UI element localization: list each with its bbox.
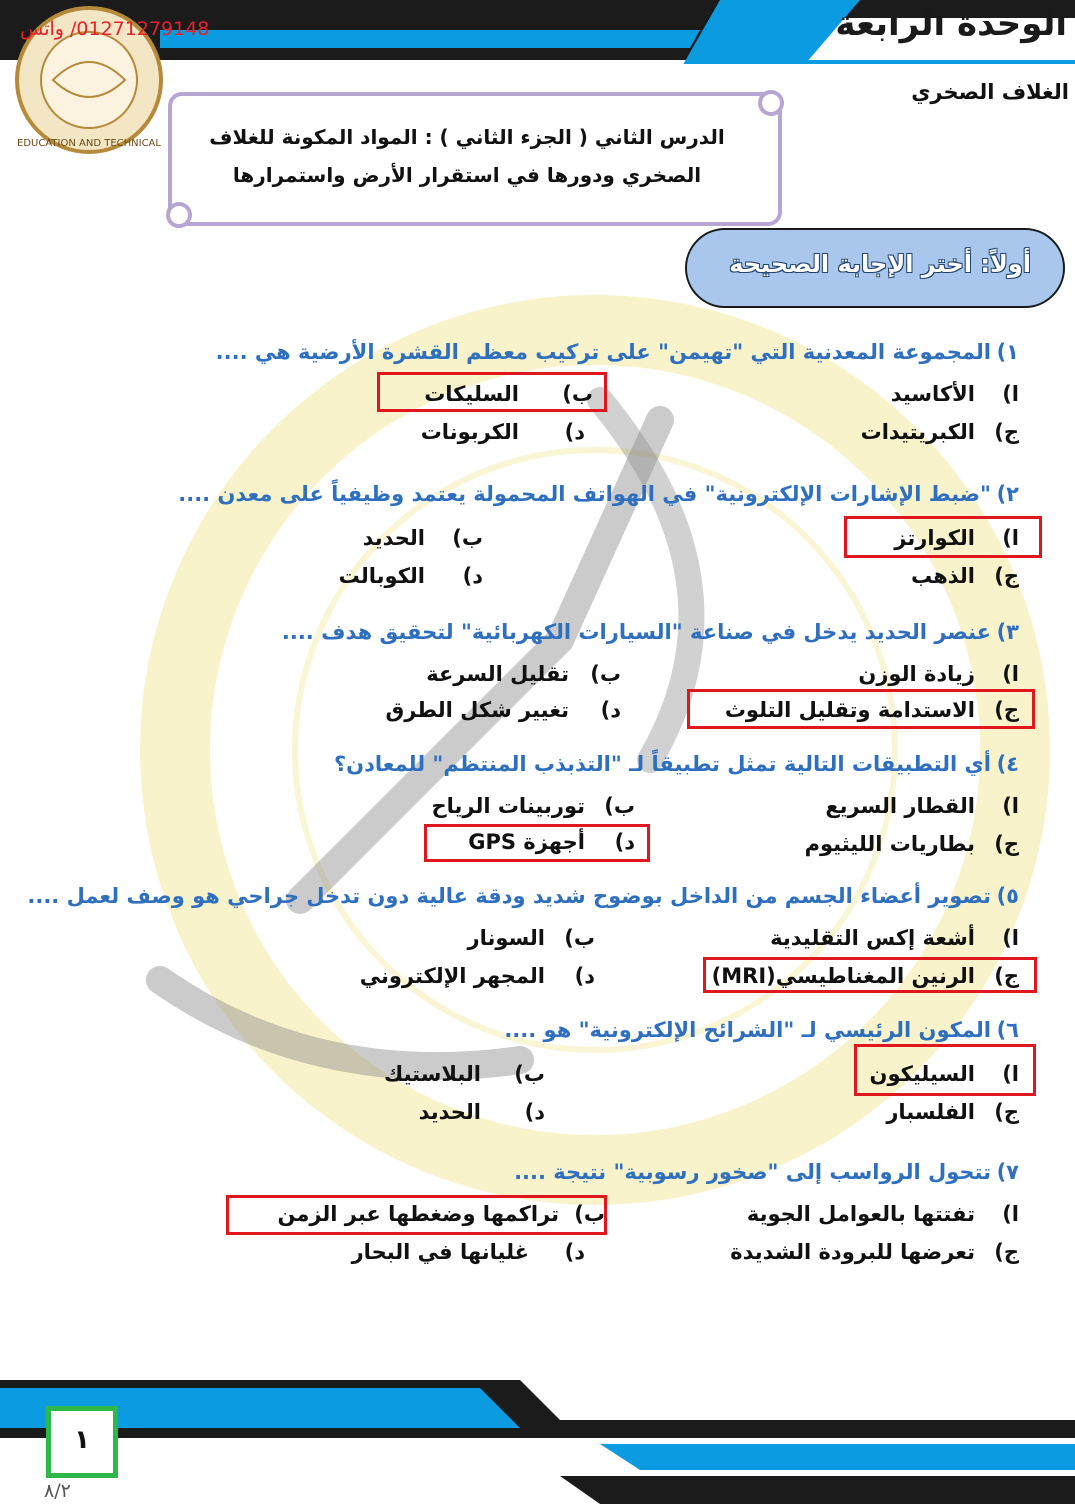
option-letter: د) bbox=[574, 964, 595, 988]
option-letter: د) bbox=[462, 564, 483, 588]
option-letter: ا) bbox=[1002, 794, 1019, 818]
question-text: المجموعة المعدنية التي "تهيمن" على تركيب معظم القشرة الأرضية هي .... bbox=[215, 340, 991, 364]
question-text: أي التطبيقات التالية تمثل تطبيقاً لـ "التذبذب المنتظم" للمعادن؟ bbox=[333, 752, 991, 776]
scroll-curl-icon bbox=[758, 90, 784, 116]
option-letter: ب) bbox=[564, 926, 595, 950]
option-c: الفلسبار bbox=[886, 1100, 975, 1124]
option-a: السيليكون bbox=[869, 1062, 975, 1086]
option-b: تقليل السرعة bbox=[426, 662, 569, 686]
option-c: بطاريات الليثيوم bbox=[804, 832, 975, 856]
option-letter: ب) bbox=[452, 526, 483, 550]
option-letter: د) bbox=[524, 1100, 545, 1124]
unit-subtitle: الغلاف الصخري bbox=[911, 80, 1069, 104]
option-letter: ا) bbox=[1002, 926, 1019, 950]
section-title: أولاً: أختر الإجابة الصحيحة bbox=[729, 250, 1031, 278]
option-b: البلاستيك bbox=[384, 1062, 481, 1086]
page-number-box bbox=[46, 1406, 118, 1478]
option-b: تراكمها وضغطها عبر الزمن bbox=[277, 1202, 559, 1226]
option-letter: ج) bbox=[994, 1100, 1019, 1124]
option-letter: د) bbox=[600, 698, 621, 722]
option-d: غليانها في البحار bbox=[351, 1240, 529, 1264]
scroll-curl-icon bbox=[166, 202, 192, 228]
question-text: المكون الرئيسي لـ "الشرائح الإلكترونية" هو .... bbox=[504, 1018, 991, 1042]
option-d: الكربونات bbox=[420, 420, 519, 444]
option-b: الحديد bbox=[362, 526, 425, 550]
option-letter: ا) bbox=[1002, 1062, 1019, 1086]
option-letter: ب) bbox=[604, 794, 635, 818]
option-letter: ب) bbox=[562, 382, 593, 406]
option-letter: ج) bbox=[994, 698, 1019, 722]
question-text: تصوير أعضاء الجسم من الداخل بوضوح شديد ودقة عالية دون تدخل جراحي هو وصف لعمل .... bbox=[27, 884, 991, 908]
option-letter: ب) bbox=[514, 1062, 545, 1086]
option-a: الأكاسيد bbox=[890, 382, 975, 406]
question-number: ٥) bbox=[996, 884, 1019, 908]
lesson-line-1: الدرس الثاني ( الجزء الثاني ) : المواد المكونة للغلاف bbox=[209, 125, 725, 149]
option-letter: ج) bbox=[994, 832, 1019, 856]
option-a: زيادة الوزن bbox=[858, 662, 975, 686]
question-number: ٦) bbox=[996, 1018, 1019, 1042]
question-text: "ضبط الإشارات الإلكترونية" في الهواتف المحمولة يعتمد وظيفياً على معدن .... bbox=[178, 482, 991, 506]
option-letter: ب) bbox=[574, 1202, 605, 1226]
footer-bars bbox=[0, 1380, 1075, 1504]
option-letter: ا) bbox=[1002, 1202, 1019, 1226]
page-number: ١ bbox=[74, 1425, 90, 1455]
option-letter: ج) bbox=[994, 1240, 1019, 1264]
option-letter: ا) bbox=[1002, 526, 1019, 550]
option-letter: د) bbox=[564, 1240, 585, 1264]
option-b: السونار bbox=[467, 926, 545, 950]
option-letter: ج) bbox=[994, 564, 1019, 588]
option-c: تعرضها للبرودة الشديدة bbox=[730, 1240, 975, 1264]
section-header bbox=[685, 228, 1065, 308]
lesson-line-2: الصخري ودورها في استقرار الأرض واستمرارها bbox=[232, 163, 702, 187]
option-c: الاستدامة وتقليل التلوث bbox=[724, 698, 975, 722]
option-a: الكوارتز bbox=[894, 526, 975, 550]
question-number: ٣) bbox=[996, 620, 1019, 644]
option-d: الكوبالت bbox=[338, 564, 425, 588]
lesson-title-box bbox=[168, 92, 782, 226]
option-d: تغيير شكل الطرق bbox=[385, 698, 569, 722]
option-a: أشعة إكس التقليدية bbox=[770, 926, 975, 950]
option-letter: ا) bbox=[1002, 382, 1019, 406]
option-c: الرنين المغناطيسي(MRI) bbox=[711, 964, 975, 988]
question-number: ٢) bbox=[996, 482, 1019, 506]
option-d: المجهر الإلكتروني bbox=[359, 964, 545, 988]
option-b: توربينات الرياح bbox=[431, 794, 585, 818]
option-c: الكبريتيدات bbox=[860, 420, 975, 444]
phone-number: 01271279148/ واتس bbox=[20, 18, 210, 40]
option-b: السليكات bbox=[424, 382, 519, 406]
option-letter: ج) bbox=[994, 420, 1019, 444]
option-letter: ج) bbox=[994, 964, 1019, 988]
option-d: أجهزة GPS bbox=[468, 830, 585, 854]
option-letter: د) bbox=[614, 830, 635, 854]
option-c: الذهب bbox=[910, 564, 975, 588]
option-a: القطار السريع bbox=[825, 794, 975, 818]
option-d: الحديد bbox=[418, 1100, 481, 1124]
question-text: تتحول الرواسب إلى "صخور رسوبية" نتيجة .... bbox=[514, 1160, 991, 1184]
option-a: تفتتها بالعوامل الجوية bbox=[746, 1202, 975, 1226]
option-letter: ب) bbox=[590, 662, 621, 686]
option-letter: د) bbox=[564, 420, 585, 444]
option-letter: ا) bbox=[1002, 662, 1019, 686]
question-text: عنصر الحديد يدخل في صناعة "السيارات الكهربائية" لتحقيق هدف .... bbox=[281, 620, 991, 644]
question-number: ١) bbox=[996, 340, 1019, 364]
svg-text:EDUCATION AND TECHNICAL: EDUCATION AND TECHNICAL bbox=[17, 138, 161, 149]
question-number: ٧) bbox=[996, 1160, 1019, 1184]
question-number: ٤) bbox=[996, 752, 1019, 776]
unit-title: الوحدة الرابعة bbox=[835, 4, 1067, 44]
page-fraction: ٨/٢ bbox=[44, 1480, 71, 1502]
